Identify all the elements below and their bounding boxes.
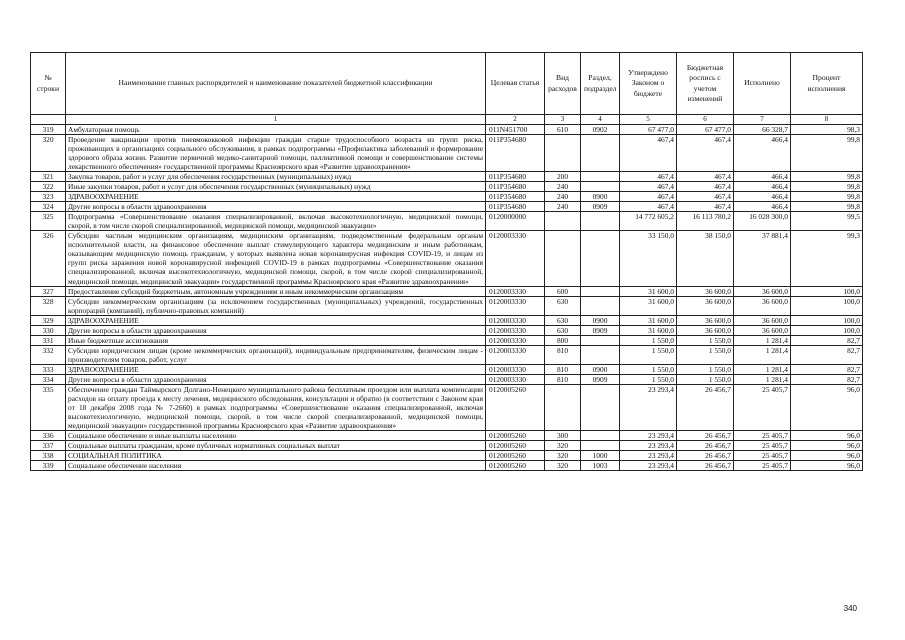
header-row (31, 53, 863, 115)
budget-schedule-cell: 1 550,0 (677, 374, 734, 384)
expense-kind-cell: 810 (545, 345, 581, 364)
row-name-cell: Закупка товаров, работ и услуг для обеспечения государственных (муниципальных) нужд (66, 172, 486, 182)
approved-cell: 31 600,0 (620, 296, 677, 315)
section-cell: 0900 (581, 192, 620, 202)
row-number-cell: 339 (31, 461, 66, 471)
budget-schedule-cell: 36 600,0 (677, 325, 734, 335)
percent-cell: 96,0 (791, 384, 863, 430)
expense-kind-cell (545, 384, 581, 430)
table-row (31, 182, 863, 192)
row-number-cell: 324 (31, 202, 66, 212)
expense-kind-cell: 610 (545, 125, 581, 135)
target-article-cell: 0120003330 (486, 325, 545, 335)
table-body (31, 125, 863, 471)
row-number-cell: 338 (31, 451, 66, 461)
header-section: Раздел, подраздел (581, 53, 620, 115)
section-cell (581, 335, 620, 345)
column-number: 4 (581, 115, 620, 125)
budget-schedule-cell: 26 456,7 (677, 384, 734, 430)
table-row (31, 172, 863, 182)
row-number-cell: 326 (31, 231, 66, 286)
approved-cell: 1 550,0 (620, 374, 677, 384)
approved-cell: 23 293,4 (620, 384, 677, 430)
row-name-cell: Субсидии некоммерческим организациям (за исключением государственных (муниципальных) учреждений, государственных корпораций (компаний), публично-правовых компаний) (66, 296, 486, 315)
header-target-article: Целевая статья (486, 53, 545, 115)
column-number: 1 (66, 115, 486, 125)
row-number-cell: 336 (31, 431, 66, 441)
budget-schedule-cell: 467,4 (677, 192, 734, 202)
percent-cell: 100,0 (791, 296, 863, 315)
target-article-cell: 0120005260 (486, 441, 545, 451)
executed-cell: 466,4 (734, 182, 791, 192)
target-article-cell: 0120005260 (486, 451, 545, 461)
budget-schedule-cell: 67 477,0 (677, 125, 734, 135)
approved-cell: 467,4 (620, 135, 677, 172)
section-cell (581, 296, 620, 315)
target-article-cell: 0120003330 (486, 345, 545, 364)
expense-kind-cell (545, 231, 581, 286)
row-number-cell: 332 (31, 345, 66, 364)
approved-cell: 1 550,0 (620, 335, 677, 345)
target-article-cell: 0120005260 (486, 431, 545, 441)
target-article-cell: 011P354680 (486, 172, 545, 182)
target-article-cell: 011N451700 (486, 125, 545, 135)
executed-cell: 25 405,7 (734, 431, 791, 441)
column-number: 5 (620, 115, 677, 125)
approved-cell: 467,4 (620, 192, 677, 202)
section-cell: 1000 (581, 451, 620, 461)
section-cell (581, 182, 620, 192)
column-number: 8 (791, 115, 863, 125)
executed-cell: 36 600,0 (734, 286, 791, 296)
executed-cell: 37 881,4 (734, 231, 791, 286)
column-number: 6 (677, 115, 734, 125)
row-number-cell: 319 (31, 125, 66, 135)
table-row (31, 135, 863, 172)
approved-cell: 23 293,4 (620, 451, 677, 461)
budget-schedule-cell: 1 550,0 (677, 345, 734, 364)
row-name-cell: Социальное обеспечение и иные выплаты населению (66, 431, 486, 441)
column-number: 7 (734, 115, 791, 125)
table-row (31, 364, 863, 374)
approved-cell: 467,4 (620, 172, 677, 182)
expense-kind-cell: 800 (545, 335, 581, 345)
row-number-cell: 334 (31, 374, 66, 384)
header-executed: Исполнено (734, 53, 791, 115)
section-cell: 0900 (581, 364, 620, 374)
target-article-cell: 011P354680 (486, 135, 545, 172)
approved-cell: 23 293,4 (620, 461, 677, 471)
budget-schedule-cell: 26 456,7 (677, 461, 734, 471)
approved-cell: 23 293,4 (620, 431, 677, 441)
percent-cell: 100,0 (791, 286, 863, 296)
target-article-cell: 011P354680 (486, 202, 545, 212)
approved-cell: 31 600,0 (620, 286, 677, 296)
row-number-cell: 329 (31, 315, 66, 325)
percent-cell: 99,8 (791, 192, 863, 202)
row-name-cell: ЗДРАВООХРАНЕНИЕ (66, 364, 486, 374)
table-row (31, 431, 863, 441)
percent-cell: 99,8 (791, 172, 863, 182)
row-name-cell: Другие вопросы в области здравоохранения (66, 374, 486, 384)
table-row (31, 202, 863, 212)
budget-schedule-cell: 26 456,7 (677, 451, 734, 461)
row-name-cell: СОЦИАЛЬНАЯ ПОЛИТИКА (66, 451, 486, 461)
executed-cell: 25 405,7 (734, 384, 791, 430)
approved-cell: 31 600,0 (620, 315, 677, 325)
executed-cell: 466,4 (734, 172, 791, 182)
expense-kind-cell: 630 (545, 325, 581, 335)
row-number-cell: 335 (31, 384, 66, 430)
executed-cell: 16 028 300,0 (734, 212, 791, 231)
header-name: Наименование главных распорядителей и наименование показателей бюджетной классификации (66, 53, 486, 115)
table-row (31, 286, 863, 296)
expense-kind-cell: 320 (545, 441, 581, 451)
percent-cell: 96,0 (791, 451, 863, 461)
row-number-cell: 327 (31, 286, 66, 296)
row-name-cell: Другие вопросы в области здравоохранения (66, 202, 486, 212)
target-article-cell: 0120005260 (486, 461, 545, 471)
table-row (31, 296, 863, 315)
percent-cell: 96,0 (791, 441, 863, 451)
header-percent: Процент исполнения (791, 53, 863, 115)
section-cell (581, 431, 620, 441)
expense-kind-cell: 630 (545, 315, 581, 325)
percent-cell: 82,7 (791, 364, 863, 374)
table-row (31, 451, 863, 461)
percent-cell: 96,0 (791, 431, 863, 441)
budget-schedule-cell: 36 600,0 (677, 315, 734, 325)
budget-schedule-cell: 467,4 (677, 202, 734, 212)
row-number-cell: 331 (31, 335, 66, 345)
expense-kind-cell: 630 (545, 296, 581, 315)
table-row (31, 374, 863, 384)
header-row-number: № строки (31, 53, 66, 115)
target-article-cell: 0120003330 (486, 374, 545, 384)
section-cell: 1003 (581, 461, 620, 471)
approved-cell: 467,4 (620, 202, 677, 212)
expense-kind-cell (545, 135, 581, 172)
row-name-cell: Иные закупки товаров, работ и услуг для обеспечения государственных (муниципальных) нужд (66, 182, 486, 192)
table-row (31, 231, 863, 286)
table-row (31, 212, 863, 231)
header-budget-schedule: Бюджетная роспись с учетом изменений (677, 53, 734, 115)
approved-cell: 67 477,0 (620, 125, 677, 135)
executed-cell: 466,4 (734, 135, 791, 172)
percent-cell: 99,5 (791, 212, 863, 231)
target-article-cell: 011P354680 (486, 192, 545, 202)
header-expense-kind: Вид расходов (545, 53, 581, 115)
budget-schedule-cell: 38 150,0 (677, 231, 734, 286)
budget-schedule-cell: 467,4 (677, 182, 734, 192)
executed-cell: 66 328,7 (734, 125, 791, 135)
row-name-cell: Социальные выплаты гражданам, кроме публичных нормативных социальных выплат (66, 441, 486, 451)
percent-cell: 96,0 (791, 461, 863, 471)
target-article-cell: 0120003330 (486, 335, 545, 345)
row-number-cell: 325 (31, 212, 66, 231)
expense-kind-cell: 810 (545, 374, 581, 384)
section-cell: 0900 (581, 315, 620, 325)
approved-cell: 31 600,0 (620, 325, 677, 335)
budget-schedule-cell: 1 550,0 (677, 335, 734, 345)
row-name-cell: ЗДРАВООХРАНЕНИЕ (66, 192, 486, 202)
expense-kind-cell (545, 212, 581, 231)
approved-cell: 33 150,0 (620, 231, 677, 286)
target-article-cell: 0120003330 (486, 231, 545, 286)
budget-schedule-cell: 36 600,0 (677, 296, 734, 315)
executed-cell: 1 281,4 (734, 345, 791, 364)
table-row (31, 345, 863, 364)
row-name-cell: Субсидии юридическим лицам (кроме некоммерческих организаций), индивидуальным предпринимателям, физическим лицам - производителям товаров, работ, услуг (66, 345, 486, 364)
page-number: 340 (843, 604, 857, 613)
section-cell (581, 231, 620, 286)
budget-schedule-cell: 26 456,7 (677, 441, 734, 451)
budget-execution-table (30, 52, 863, 471)
expense-kind-cell: 300 (545, 431, 581, 441)
row-name-cell: Иные бюджетные ассигнования (66, 335, 486, 345)
row-number-cell: 330 (31, 325, 66, 335)
row-name-cell: Предоставление субсидий бюджетным, автономным учреждениям и иным некоммерческим организациям (66, 286, 486, 296)
section-cell: 0909 (581, 374, 620, 384)
percent-cell: 99,8 (791, 135, 863, 172)
percent-cell: 82,7 (791, 345, 863, 364)
section-cell: 0902 (581, 125, 620, 135)
section-cell: 0909 (581, 202, 620, 212)
row-name-cell: Социальное обеспечение населения (66, 461, 486, 471)
target-article-cell: 0120003330 (486, 315, 545, 325)
budget-schedule-cell: 16 113 780,2 (677, 212, 734, 231)
budget-schedule-cell: 36 600,0 (677, 286, 734, 296)
row-name-cell: Обеспечение граждан Таймырского Долгано-Ненецкого муниципального района бесплатным проездом или выплата компенсации расходов на оплату проезда к месту лечения, медицинского обследования, консультации и обратно (в соответствии с Законом края от 18 декабря 2008 года № 7-2660) в рамках подпрограммы «Совершенствование оказания специализированной, включая высокотехнологичную, медицинской помощи, скорой, в том числе скорой специализированной, медицинской помощи, медицинской эвакуации» государственной программы Красноярского края «Развитие здравоохранения» (66, 384, 486, 430)
row-number-cell: 323 (31, 192, 66, 202)
executed-cell: 36 600,0 (734, 325, 791, 335)
target-article-cell: 0120003330 (486, 286, 545, 296)
table-row (31, 325, 863, 335)
expense-kind-cell: 240 (545, 202, 581, 212)
approved-cell: 23 293,4 (620, 441, 677, 451)
row-number-cell: 321 (31, 172, 66, 182)
header-approved: Утверждено Законом о бюджете (620, 53, 677, 115)
executed-cell: 25 405,7 (734, 441, 791, 451)
row-number-cell: 333 (31, 364, 66, 374)
row-number-cell: 322 (31, 182, 66, 192)
section-cell (581, 384, 620, 430)
target-article-cell: 011P354680 (486, 182, 545, 192)
approved-cell: 1 550,0 (620, 364, 677, 374)
section-cell (581, 212, 620, 231)
executed-cell: 36 600,0 (734, 315, 791, 325)
section-cell: 0909 (581, 325, 620, 335)
approved-cell: 1 550,0 (620, 345, 677, 364)
executed-cell: 36 600,0 (734, 296, 791, 315)
executed-cell: 1 281,4 (734, 364, 791, 374)
row-name-cell: Амбулаторная помощь (66, 125, 486, 135)
budget-schedule-cell: 1 550,0 (677, 364, 734, 374)
executed-cell: 25 405,7 (734, 461, 791, 471)
executed-cell: 466,4 (734, 192, 791, 202)
target-article-cell: 0120000000 (486, 212, 545, 231)
budget-schedule-cell: 467,4 (677, 135, 734, 172)
expense-kind-cell: 810 (545, 364, 581, 374)
section-cell (581, 135, 620, 172)
section-cell (581, 286, 620, 296)
budget-schedule-cell: 26 456,7 (677, 431, 734, 441)
executed-cell: 466,4 (734, 202, 791, 212)
row-name-cell: Проведение вакцинации против пневмококковой инфекции граждан старше трудоспособного возраста из групп риска, проживающих в организациях социального обслуживания, в рамках подпрограммы «Профилактика заболеваний и формирование здорового образа жизни. Развитие первичной медико-санитарной помощи, паллиативной помощи и совершенствование системы лекарственного обеспечения» государственной программы Красноярского края «Развитие здравоохранения» (66, 135, 486, 172)
expense-kind-cell: 320 (545, 461, 581, 471)
expense-kind-cell: 320 (545, 451, 581, 461)
percent-cell: 82,7 (791, 335, 863, 345)
table-row (31, 384, 863, 430)
section-cell (581, 345, 620, 364)
target-article-cell: 0120003330 (486, 364, 545, 374)
table-row (31, 125, 863, 135)
expense-kind-cell: 240 (545, 182, 581, 192)
executed-cell: 25 405,7 (734, 451, 791, 461)
table-row (31, 461, 863, 471)
table-row (31, 192, 863, 202)
approved-cell: 467,4 (620, 182, 677, 192)
column-number: 3 (545, 115, 581, 125)
percent-cell: 98,3 (791, 125, 863, 135)
target-article-cell: 0120005260 (486, 384, 545, 430)
table-row (31, 335, 863, 345)
column-number-row (31, 115, 863, 125)
target-article-cell: 0120003330 (486, 296, 545, 315)
section-cell (581, 441, 620, 451)
row-name-cell: Другие вопросы в области здравоохранения (66, 325, 486, 335)
expense-kind-cell: 240 (545, 192, 581, 202)
budget-schedule-cell: 467,4 (677, 172, 734, 182)
table-row (31, 441, 863, 451)
percent-cell: 99,3 (791, 231, 863, 286)
row-number-cell: 320 (31, 135, 66, 172)
expense-kind-cell: 200 (545, 172, 581, 182)
expense-kind-cell: 600 (545, 286, 581, 296)
row-name-cell: ЗДРАВООХРАНЕНИЕ (66, 315, 486, 325)
row-name-cell: Субсидии частным медицинским организациям, медицинским организациям, подведомственным федеральным органам исполнительной власти, на финансовое обеспечение выплат стимулирующего характера медицинским и иным работникам, оказывающим медицинскую помощь гражданам, у которых выявлена новая коронавирусная инфекция COVID-19, и лицам из групп риска заражения новой коронавирусной инфекцией COVID-19 в рамках подпрограммы «Совершенствование оказания специализированной, включая высокотехнологичную, медицинской помощи, скорой, в том числе скорой специализированной, медицинской помощи, медицинской эвакуации» государственной программы Красноярского края «Развитие здравоохранения» (66, 231, 486, 286)
section-cell (581, 172, 620, 182)
percent-cell: 99,8 (791, 182, 863, 192)
row-number-cell: 337 (31, 441, 66, 451)
table-row (31, 315, 863, 325)
column-number (31, 115, 66, 125)
row-name-cell: Подпрограмма «Совершенствование оказания специализированной, включая высокотехнологичную, медицинской помощи, скорой, в том числе скорой специализированной, медицинской помощи, медицинской эвакуации» (66, 212, 486, 231)
percent-cell: 100,0 (791, 325, 863, 335)
column-number: 2 (486, 115, 545, 125)
percent-cell: 82,7 (791, 374, 863, 384)
executed-cell: 1 281,4 (734, 335, 791, 345)
percent-cell: 100,0 (791, 315, 863, 325)
percent-cell: 99,8 (791, 202, 863, 212)
row-number-cell: 328 (31, 296, 66, 315)
approved-cell: 14 772 605,2 (620, 212, 677, 231)
executed-cell: 1 281,4 (734, 374, 791, 384)
